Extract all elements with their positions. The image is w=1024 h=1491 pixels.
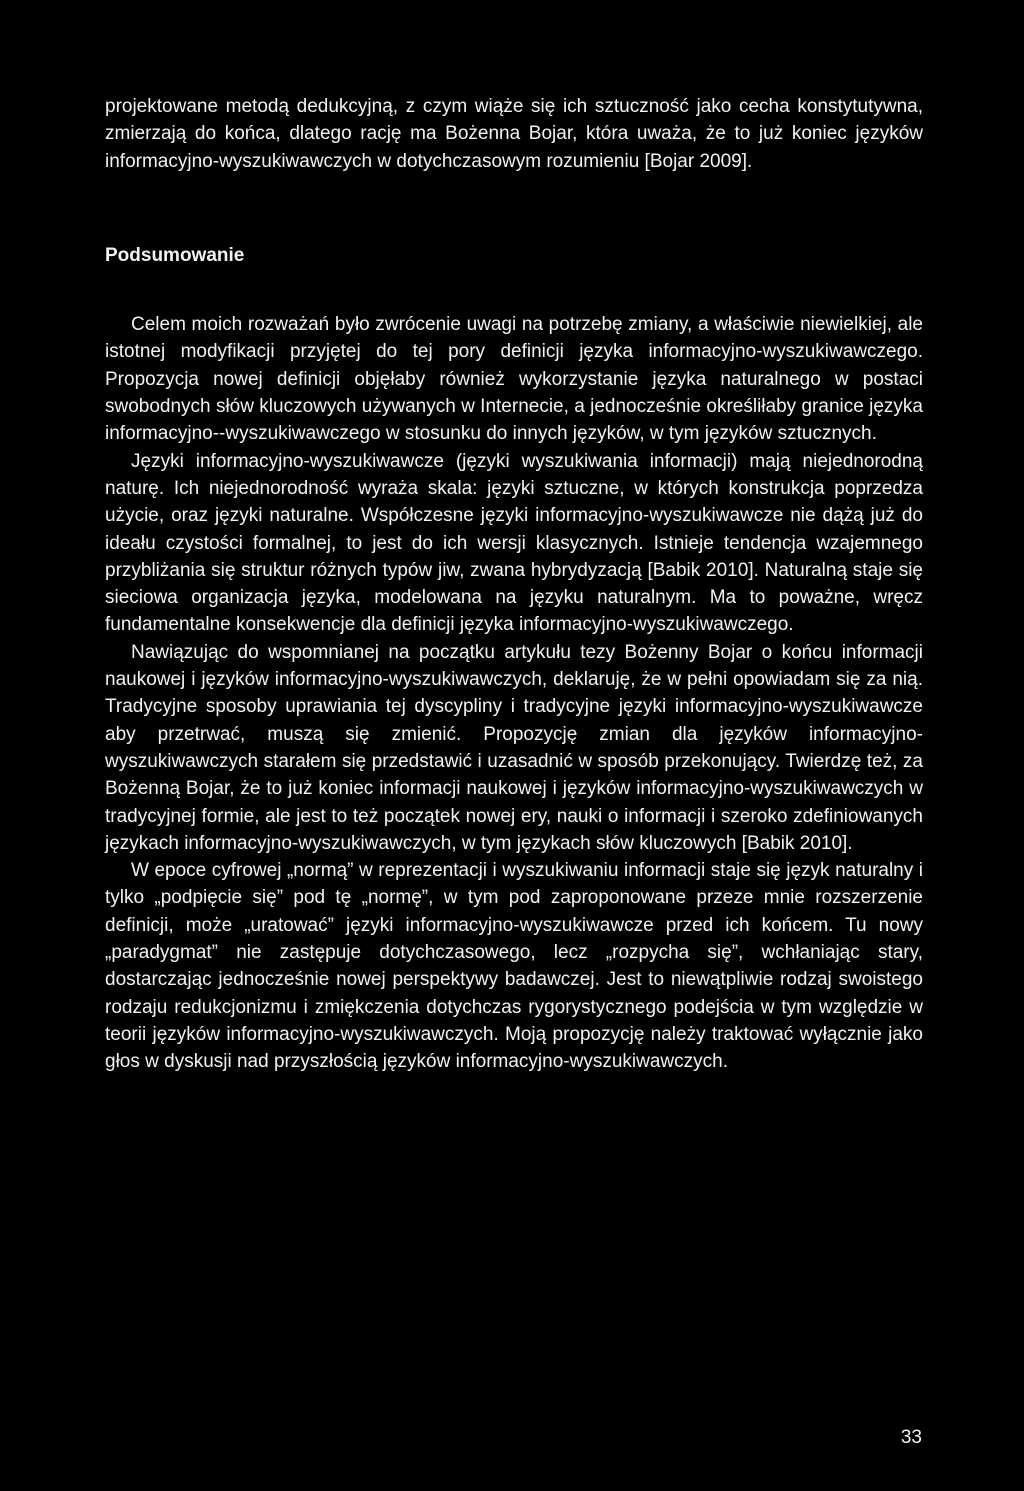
paragraph: Nawiązując do wspomnianej na początku artykułu tezy Bożenny Bojar o końcu informacji naukowej i języków informacyjno-wyszukiwawczych, deklaruję, że w pełni opowiadam się za nią. Tradycyjne sposoby uprawiania tej dyscypliny i tradycyjne języki informacyjno-wyszukiwawcze aby przetrwać, muszą się zmienić. Propozycję zmian dla języków informacyjno-wyszukiwawczych starałem się przedstawić i uzasadnić w sposób przekonujący. Twierdzę też, za Bożenną Bojar, że to już koniec informacji naukowej i języków informacyjno-wyszukiwawczych w tradycyjnej formie, ale jest to też początek nowej ery, nauki o informacji i szeroko zdefiniowanych językach informacyjno-wyszukiwawczych, w tym językach słów kluczowych [Babik 2010]. [105,641,923,854]
paragraph: W epoce cyfrowej „normą” w reprezentacji i wyszukiwaniu informacji staje się język naturalny i tylko „podpięcie się” pod tę „normę”, w tym pod zaproponowane przeze mnie rozszerzenie definicji, może „uratować” języki informacyjno-wyszukiwawcze przed ich końcem. Tu nowy „paradygmat” nie zastępuje dotychczasowego, lecz „rozpycha się”, wchłaniając stary, dostarczając jednocześnie nowej perspektywy badawczej. Jest to niewątpliwie rodzaj swoistego rodzaju redukcjonizmu i zmiękczenia dotychczas rygorystycznego podejścia w tym względzie w teorii języków informacyjno-wyszukiwawczych. Moją propozycję należy traktować wyłącznie jako głos w dyskusji nad przyszłością języków informacyjno-wyszukiwawczych. [105,860,923,1073]
page-number: 33 [900,1427,922,1448]
section-heading: Podsumowanie [105,244,245,266]
opening-paragraph: projektowane metodą dedukcyjną, z czym wiąże się ich sztuczność jako cecha konstytutywna, zmierzają do końca, dlatego rację ma Bożenna Bojar, która uważa, że to już koniec języków informacyjno-wyszukiwawczych w dotychczasowym rozumieniu [Bojar 2009]. [105,96,923,172]
paragraph: Języki informacyjno-wyszukiwawcze (języki wyszukiwania informacji) mają niejednorodną naturę. Ich niejednorodność wyraża skala: języki sztuczne, w których konstrukcja poprzedza użycie, oraz języki naturalne. Współczesne języki informacyjno-wyszukiwawcze nie dążą już do ideału czystości formalnej, to jest do ich wersji klasycznych. Istnieje tendencja wzajemnego przybliżania się struktur różnych typów jiw, zwana hybrydyzacją [Babik 2010]. Naturalną staje się sieciowa organizacja języka, modelowana na języku naturalnym. Ma to poważne, wręcz fundamentalne konsekwencje dla definicji języka informacyjno-wyszukiwawczego. [105,450,923,636]
page-body [105,93,923,1076]
paragraph: Celem moich rozważań było zwrócenie uwagi na potrzebę zmiany, a właściwie niewielkiej, ale istotnej modyfikacji przyjętej do tej pory definicji języka informacyjno-wyszukiwawczego. Propozycja nowej definicji objęłaby również wykorzystanie języka naturalnego w postaci swobodnych słów kluczowych używanych w Internecie, a jednocześnie określiłaby granice języka informacyjno--wyszukiwawczego w stosunku do innych języków, w tym języków sztucznych. [105,314,923,445]
